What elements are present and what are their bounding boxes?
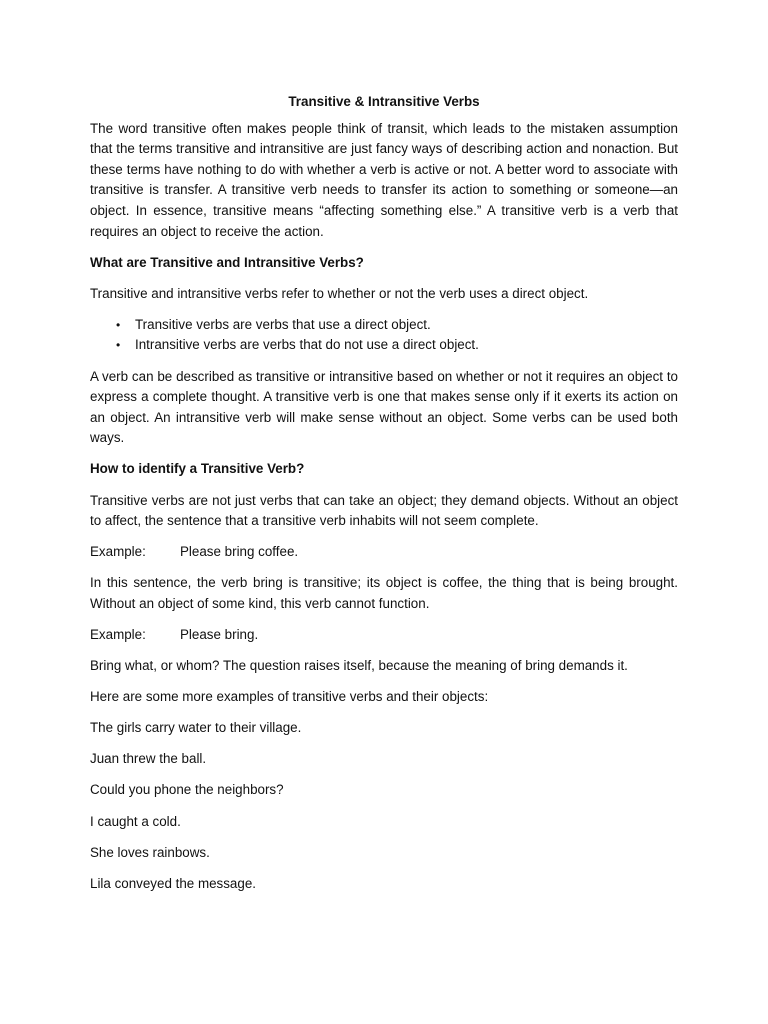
explanation-paragraph: In this sentence, the verb bring is transitive; its object is coffee, the thing that is being brought. Without an object of some kind, this verb cannot function.: [90, 575, 678, 611]
document-title: Transitive & Intransitive Verbs: [288, 94, 480, 109]
example-sentence: Juan threw the ball.: [90, 751, 207, 767]
bullet-dot-icon: •: [116, 317, 121, 332]
example-sentence: Lila conveyed the message.: [90, 875, 256, 891]
example-text: Please bring.: [180, 626, 259, 642]
question-paragraph: Bring what, or whom? The question raises itself, because the meaning of bring demands it.: [90, 658, 628, 674]
example-sentence: Could you phone the neighbors?: [90, 782, 284, 798]
example-sentence: I caught a cold.: [90, 813, 181, 829]
bullet-item: [90, 335, 678, 356]
example-sentence: She loves rainbows.: [90, 844, 210, 860]
example-label: Example:: [90, 626, 146, 642]
example-row: [90, 542, 678, 563]
document-page: [90, 92, 678, 905]
bullet-item: [90, 315, 678, 336]
example-row: [90, 625, 678, 646]
more-examples-intro: Here are some more examples of transitive verbs and their objects:: [90, 689, 489, 705]
bullet-text: Intransitive verbs are verbs that do not use a direct object.: [135, 337, 479, 353]
example-text: Please bring coffee.: [180, 544, 299, 560]
bullet-text: Transitive verbs are verbs that use a direct object.: [135, 316, 431, 332]
intro-paragraph: The word transitive often makes people think of transit, which leads to the mistaken assumption that the terms transitive and intransitive are just fancy ways of describing action and nonaction. But these terms have nothing to do with whether a verb is active or not. A better word to associate with transitive is transfer. A transitive verb needs to transfer its action to something or someone—an object. In essence, transitive means “affecting something else.” A transitive verb is a verb that requires an object to receive the action.: [90, 120, 678, 239]
definition-bullet-list: [90, 315, 678, 356]
section-heading-what-are: What are Transitive and Intransitive Verbs?: [90, 254, 364, 270]
definition-paragraph: Transitive and intransitive verbs refer to whether or not the verb uses a direct object.: [90, 285, 589, 301]
demand-objects-paragraph: Transitive verbs are not just verbs that can take an object; they demand objects. Without an object to affect, the sentence that a transitive verb inhabits will not seem complete.: [90, 492, 678, 529]
bullet-dot-icon: •: [116, 338, 121, 353]
example-label: Example:: [90, 544, 146, 560]
section-heading-how-to-identify: How to identify a Transitive Verb?: [90, 461, 305, 477]
example-sentence: The girls carry water to their village.: [90, 720, 302, 736]
description-paragraph: A verb can be described as transitive or intransitive based on whether or not it requires an object to express a complete thought. A transitive verb is one that makes sense only if it exerts its action on an object. An intransitive verb will make sense without an object. Some verbs can be used both ways.: [90, 368, 678, 446]
